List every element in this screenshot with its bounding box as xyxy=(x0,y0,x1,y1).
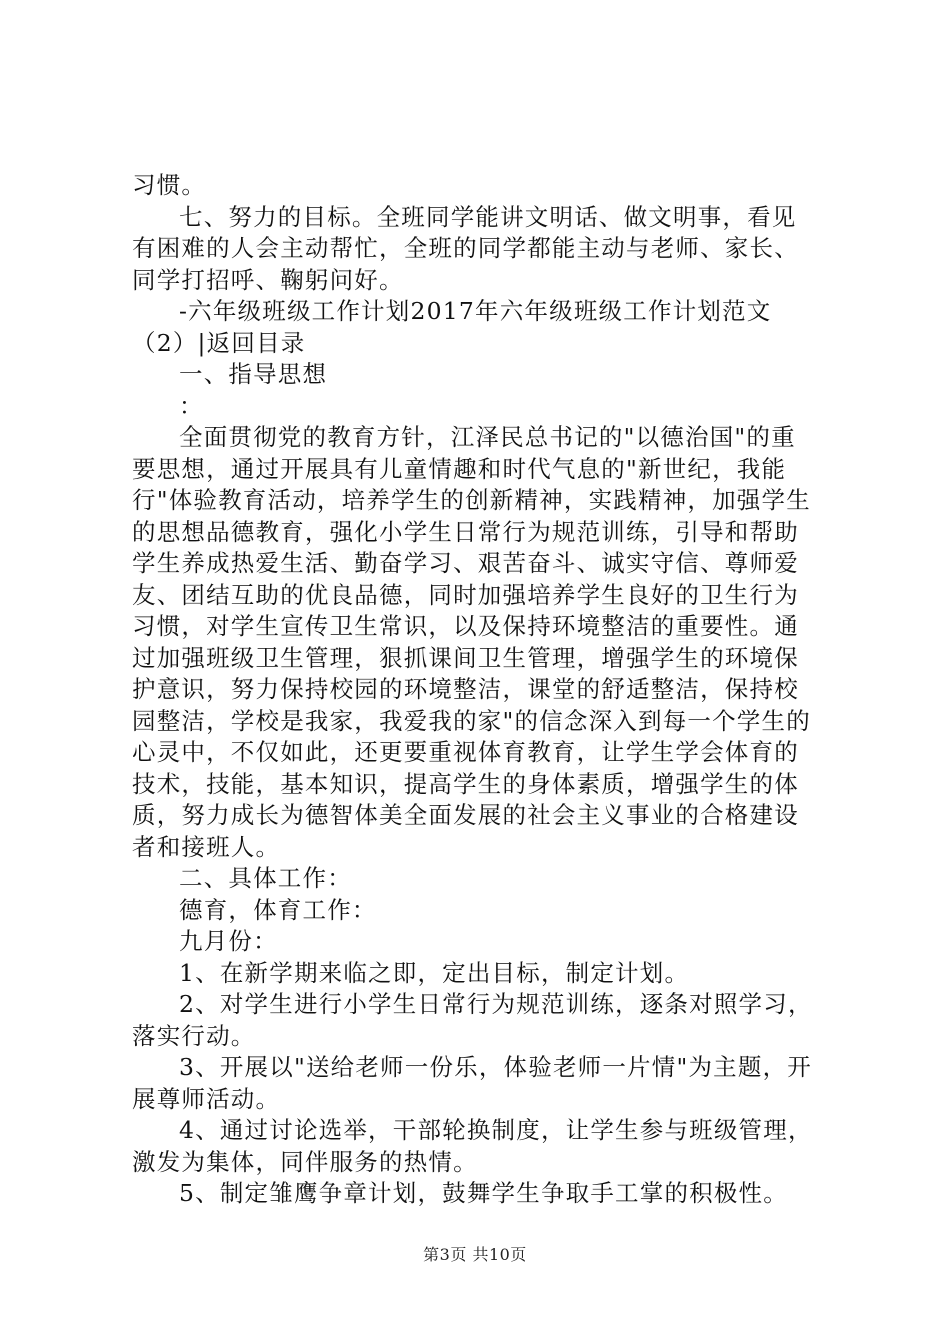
text-line: 要思想，通过开展具有儿童情趣和时代气息的"新世纪，我能 xyxy=(132,454,787,483)
text-line: 学生养成热爱生活、勤奋学习、艰苦奋斗、诚实守信、尊师爱 xyxy=(132,549,799,577)
text-line: 友、团结互助的优良品德，同时加强培养学生良好的卫生行为 xyxy=(132,580,799,609)
text-line: 园整洁，学校是我家，我爱我的家"的信念深入到每一个学生的 xyxy=(132,706,811,735)
text-line: 心灵中，不仅如此，还更要重视体育教育，让学生学会体育的 xyxy=(132,738,799,766)
text-line: 二、具体工作： xyxy=(179,864,352,892)
text-line: 质，努力成长为德智体美全面发展的社会主义事业的合格建设 xyxy=(132,801,799,829)
text-line: 一、指导思想 xyxy=(179,360,328,388)
text-line: 落实行动。 xyxy=(132,1021,256,1050)
document-body xyxy=(132,170,832,1210)
text-line: 技术，技能，基本知识，提高学生的身体素质，增强学生的体 xyxy=(132,769,799,798)
text-line: 护意识，努力保持校园的环境整洁，课堂的舒适整洁，保持校 xyxy=(132,675,799,703)
text-line: 过加强班级卫生管理，狠抓课间卫生管理，增强学生的环境保 xyxy=(132,643,799,672)
text-line: 同学打招呼、鞠躬问好。 xyxy=(132,265,404,294)
text-line: 者和接班人。 xyxy=(132,832,281,861)
text-line: ： xyxy=(179,391,204,420)
text-line: 2、对学生进行小学生日常行为规范训练，逐条对照学习， xyxy=(179,990,813,1018)
text-line: 3、开展以"送给老师一份乐，体验老师一片情"为主题，开 xyxy=(179,1053,812,1081)
text-line: 习惯，对学生宣传卫生常识，以及保持环境整洁的重要性。通 xyxy=(132,612,799,640)
text-line: 七、努力的目标。全班同学能讲文明话、做文明事，看见 xyxy=(179,202,797,231)
text-line: 有困难的人会主动帮忙，全班的同学都能主动与老师、家长、 xyxy=(132,234,799,262)
text-line: 九月份： xyxy=(179,927,278,955)
page-footer: 第3页 共10页 xyxy=(423,1245,527,1264)
text-line: 展尊师活动。 xyxy=(132,1084,281,1113)
text-line: 4、通过讨论选举，干部轮换制度，让学生参与班级管理， xyxy=(179,1116,813,1144)
text-line: 激发为集体，同伴服务的热情。 xyxy=(132,1147,478,1176)
text-line: 习惯。 xyxy=(132,171,207,199)
text-line: 的思想品德教育，强化小学生日常行为规范训练，引导和帮助 xyxy=(132,517,799,546)
text-line: 全面贯彻党的教育方针，江泽民总书记的"以德治国"的重 xyxy=(179,423,796,451)
text-line: 行"体验教育活动，培养学生的创新精神，实践精神，加强学生 xyxy=(132,486,811,514)
text-line: 5、制定雏鹰争章计划，鼓舞学生争取手工掌的积极性。 xyxy=(179,1179,788,1207)
text-line: -六年级班级工作计划2017年六年级班级工作计划范文 xyxy=(179,297,772,325)
text-line: （2）|返回目录 xyxy=(132,328,306,357)
text-line: 1、在新学期来临之即，定出目标，制定计划。 xyxy=(179,958,690,987)
text-line: 德育，体育工作： xyxy=(179,895,377,924)
